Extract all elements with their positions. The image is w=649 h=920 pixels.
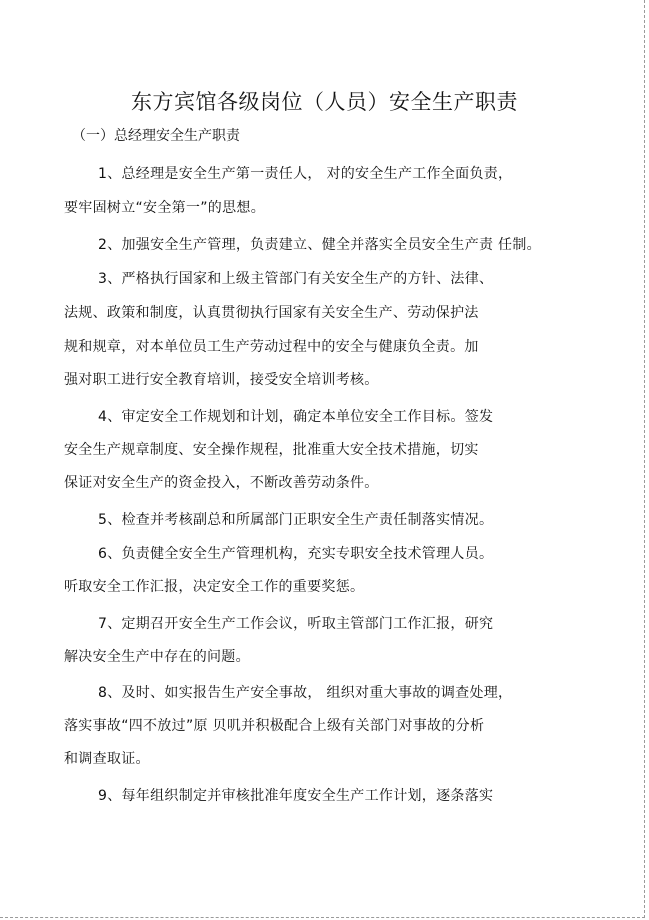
paragraph-5-line-1: 5、检查并考核副总和所属部门正职安全生产责任制落实情况。 xyxy=(98,512,494,528)
paragraph-3-line-4: 强对职工进行安全教育培训，接受安全培训考核。 xyxy=(64,372,379,388)
paragraph-1-line-2: 要牢固树立“安全第一”的思想。 xyxy=(64,200,266,216)
paragraph-4-line-2: 安全生产规章制度、安全操作规程，批准重大安全技术措施，切实 xyxy=(64,442,479,458)
document-title: 东方宾馆各级岗位（人员）安全生产职责 xyxy=(131,90,518,114)
paragraph-6-line-2: 听取安全工作汇报，决定安全工作的重要奖惩。 xyxy=(64,579,365,595)
paragraph-8-line-2: 落实事故“四不放过”原 贝叽并积极配合上级有关部门对事故的分析 xyxy=(64,718,485,734)
paragraph-4-line-1: 4、审定安全工作规划和计划，确定本单位安全工作目标。签发 xyxy=(98,409,494,425)
paragraph-6-line-1: 6、负责健全安全生产管理机构，充实专职安全技术管理人员。 xyxy=(98,546,494,562)
section-heading: （一）总经理安全生产职责 xyxy=(72,128,240,144)
paragraph-4-line-3: 保证对安全生产的资金投入，不断改善劳动条件。 xyxy=(64,475,379,491)
paragraph-7-line-1: 7、定期召开安全生产工作会议，听取主管部门工作汇报，研究 xyxy=(98,616,494,632)
paragraph-3-line-1: 3、严格执行国家和上级主管部门有关安全生产的方针、法律、 xyxy=(98,271,494,287)
paragraph-9-line-1: 9、每年组织制定并审核批准年度安全生产工作计划，逐条落实 xyxy=(98,788,494,804)
paragraph-7-line-2: 解决安全生产中存在的问题。 xyxy=(64,649,250,665)
paragraph-8-line-1: 8、及时、如实报告生产安全事故， 组织对重大事故的调查处理， xyxy=(98,685,513,701)
paragraph-3-line-3: 规和规章，对本单位员工生产劳动过程中的安全与健康负全责。加 xyxy=(64,339,479,355)
paragraph-1-line-1: 1、总经理是安全生产第一责任人， 对的安全生产工作全面负责， xyxy=(98,166,513,182)
paragraph-8-line-3: 和调查取证。 xyxy=(64,751,150,767)
paragraph-3-line-2: 法规、政策和制度，认真贯彻执行国家有关安全生产、劳动保护法 xyxy=(64,305,479,321)
paragraph-2-line-1: 2、加强安全生产管理，负责建立、健全并落实全员安全生产责 任制。 xyxy=(98,237,541,253)
